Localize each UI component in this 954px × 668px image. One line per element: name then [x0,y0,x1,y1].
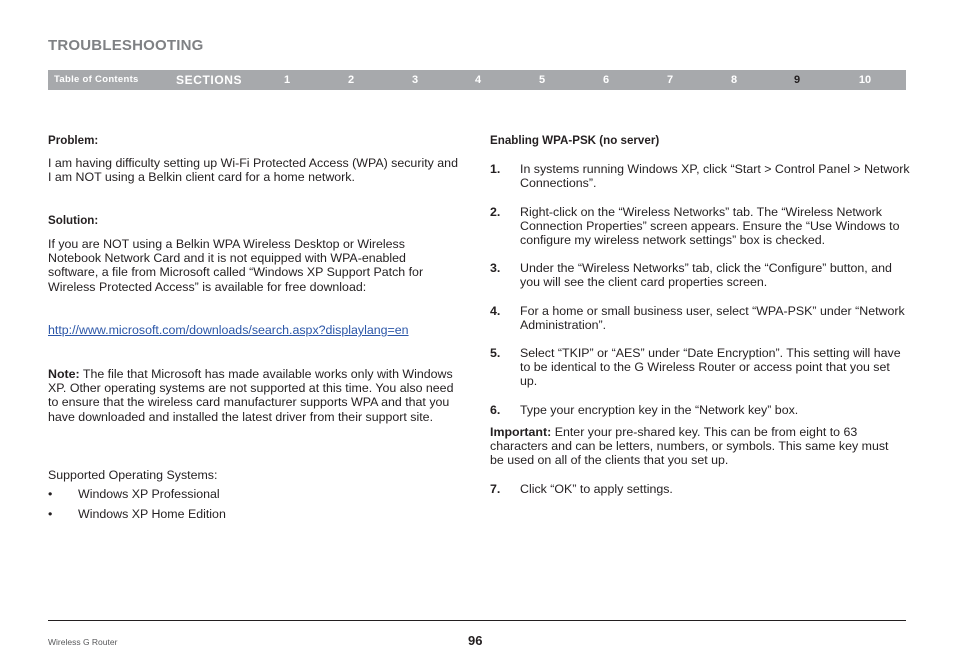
step-number: 7. [490,482,501,496]
sections-label: SECTIONS [176,73,243,87]
step-text: In systems running Windows XP, click “Start > Control Panel > Network Connections”. [520,162,910,191]
footer-divider [48,620,906,621]
os-windows-xp-professional: Windows XP Professional [78,487,220,501]
step-number: 2. [490,205,501,219]
nav-section-4[interactable]: 4 [474,74,482,86]
nav-section-8[interactable]: 8 [730,74,738,86]
nav-section-3[interactable]: 3 [411,74,419,86]
step-number: 1. [490,162,501,176]
step-number: 5. [490,346,501,360]
nav-section-1[interactable]: 1 [283,74,291,86]
important-label: Important: [490,425,552,439]
bullet-dot: • [48,487,53,501]
important-text: Enter your pre-shared key. This can be from eight to 63 characters and can be letters, numbers, or symbols. This same key must be used on all of the clients that you set up. [490,425,889,468]
important-paragraph [490,425,890,468]
step-number: 3. [490,261,501,275]
nav-section-5[interactable]: 5 [538,74,546,86]
problem-text: I am having difficulty setting up Wi-Fi Protected Access (WPA) security and I am NOT using a Belkin client card for a home network. [48,156,458,185]
supported-os-label: Supported Operating Systems: [48,468,218,482]
solution-label: Solution: [48,214,99,227]
section-title: TROUBLESHOOTING [48,37,204,54]
step-text: For a home or small business user, select “WPA-PSK” under “Network Administration”. [520,304,905,333]
bullet-dot: • [48,507,53,521]
step-number: 4. [490,304,501,318]
note-paragraph [48,367,458,424]
nav-section-9-active[interactable]: 9 [793,74,801,86]
nav-section-10[interactable]: 10 [858,74,872,86]
nav-section-6[interactable]: 6 [602,74,610,86]
nav-section-7[interactable]: 7 [666,74,674,86]
problem-label: Problem: [48,134,99,147]
table-of-contents-link[interactable]: Table of Contents [54,74,139,85]
page-number: 96 [468,633,483,648]
step-text: Right-click on the “Wireless Networks” tab. The “Wireless Network Connection Properties” screen appears. Ensure the “Use Windows to configure my wireless network settings” box is checked. [520,205,900,248]
footer-product-name: Wireless G Router [48,637,118,647]
step-number: 6. [490,403,501,417]
note-label: Note: [48,367,80,381]
step-text: Type your encryption key in the “Network key” box. [520,403,799,417]
section-nav-bar [48,70,906,90]
microsoft-download-link[interactable]: http://www.microsoft.com/downloads/search.aspx?displaylang=en [48,323,409,337]
step-text: Select “TKIP” or “AES” under “Date Encryption”. This setting will have to be identical to the G Wireless Router or access point that you set up. [520,346,901,389]
note-text: The file that Microsoft has made available works only with Windows XP. Other operating systems are not supported at this time. You also need to ensure that the wireless card manufacturer supports WPA and that you have downloaded and installed the latest driver from their support site. [48,367,454,424]
os-windows-xp-home: Windows XP Home Edition [78,507,226,521]
nav-section-2[interactable]: 2 [347,74,355,86]
solution-text: If you are NOT using a Belkin WPA Wireless Desktop or Wireless Notebook Network Card and it is not equipped with WPA-enabled software, a file from Microsoft called “Windows XP Support Patch for Wireless Protected Access” is available for free download: [48,237,424,294]
step-text: Click “OK” to apply settings. [520,482,673,496]
wpa-psk-heading: Enabling WPA-PSK (no server) [490,134,660,147]
step-text: Under the “Wireless Networks” tab, click the “Configure” button, and you will see the client card properties screen. [520,261,892,290]
